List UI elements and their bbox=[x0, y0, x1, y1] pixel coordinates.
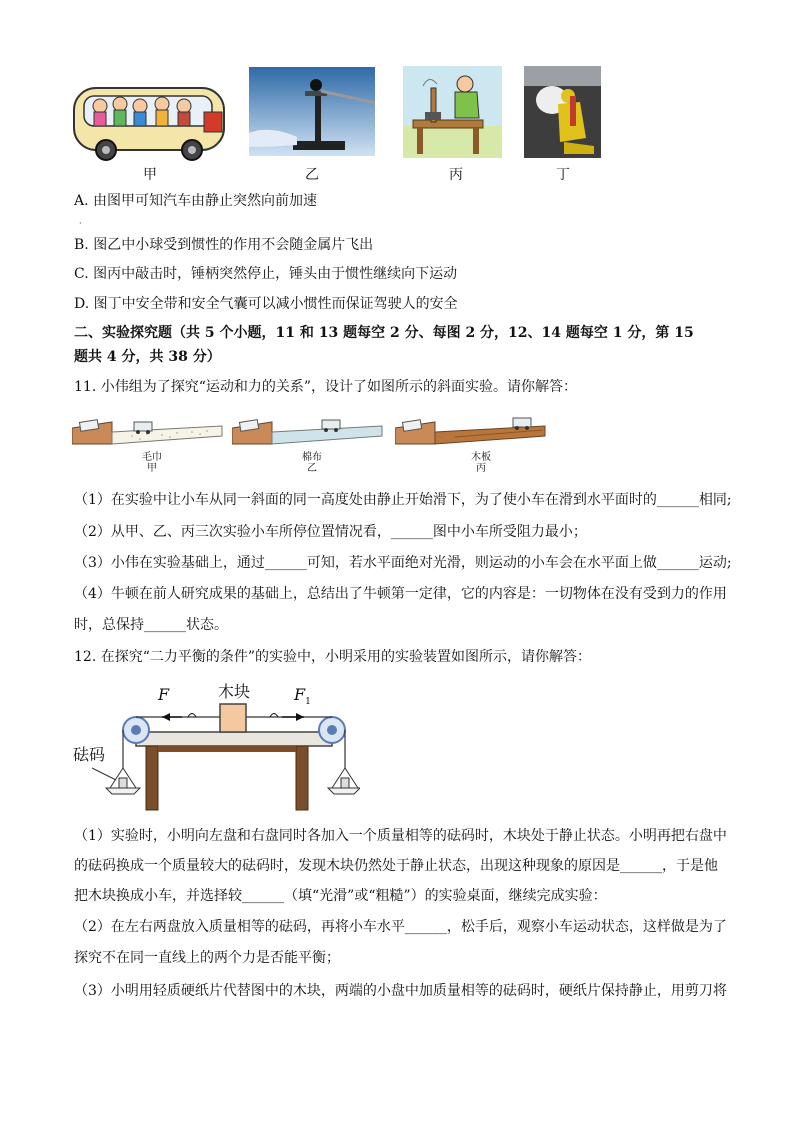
dot-mark: · bbox=[79, 219, 82, 228]
option-c: C. 图丙中敲击时，锤柄突然停止，锤头由于惯性继续向下运动 bbox=[74, 266, 458, 282]
force-right-letter: F bbox=[294, 685, 306, 704]
caption-jia: 甲 bbox=[143, 167, 157, 183]
q12-sub3-line1: （3）小明用轻质硬纸片代替图中的木块，两端的小盘中加质量相等的砝码时，硬纸片保持静止，用剪刀将 bbox=[74, 983, 727, 999]
figure-label-force-right bbox=[294, 685, 311, 707]
figure-airbag bbox=[524, 66, 601, 158]
caption-yi: 乙 bbox=[305, 167, 319, 183]
force-balance-figure bbox=[70, 676, 360, 814]
q12-sub1-line2: 的砝码换成一个质量较大的砝码时，发现木块仍然处于静止状态，出现这种现象的原因是______，于是他 bbox=[74, 858, 718, 874]
figure-hammer bbox=[403, 66, 502, 158]
surface-material-yi: 棉布 bbox=[302, 452, 322, 463]
incline-figure-bing bbox=[395, 408, 547, 448]
figure-ball-stand bbox=[249, 67, 375, 156]
figure-bus bbox=[70, 66, 230, 162]
option-a: A. 由图甲可知汽车由静止突然向前加速 bbox=[74, 193, 318, 209]
option-b: B. 图乙中小球受到惯性的作用不会随金属片飞出 bbox=[74, 237, 374, 253]
surface-label-jia: 甲 bbox=[147, 463, 157, 474]
figure-label-force-left: F bbox=[158, 685, 170, 704]
q12-stem: 12. 在探究“二力平衡的条件”的实验中，小明采用的实验装置如图所示，请你解答： bbox=[74, 649, 592, 665]
section-heading-line2: 题共 4 分，共 38 分） bbox=[74, 349, 221, 365]
incline-figure-yi bbox=[232, 408, 384, 448]
force-right-subscript: 1 bbox=[305, 697, 311, 708]
q11-sub1: （1）在实验中让小车从同一斜面的同一高度处由静止开始滑下，为了使小车在滑到水平面时的______相同; bbox=[74, 492, 732, 508]
q11-sub4-line1: （4）牛顿在前人研究成果的基础上，总结出了牛顿第一定律，它的内容是：一切物体在没有受到力的作用 bbox=[74, 586, 727, 602]
q12-sub2-line2: 探究不在同一直线上的两个力是否能平衡； bbox=[74, 950, 340, 966]
q12-sub2-line1: （2）在左右两盘放入质量相等的砝码，再将小车水平______，松手后，观察小车运动状态，这样做是为了 bbox=[74, 919, 727, 935]
q11-sub3: （3）小伟在实验基础上，通过______可知，若水平面绝对光滑，则运动的小车会在水平面上做______运动; bbox=[74, 555, 732, 571]
surface-label-yi: 乙 bbox=[307, 463, 317, 474]
q12-sub1-line1: （1）实验时，小明向左盘和右盘同时各加入一个质量相等的砝码时，木块处于静止状态。小明再把右盘中 bbox=[74, 828, 727, 844]
surface-material-bing: 木板 bbox=[471, 452, 491, 463]
figure-label-weight: 砝码 bbox=[73, 745, 106, 764]
q11-sub4-line2: 时，总保持______状态。 bbox=[74, 617, 228, 633]
section-heading-line1: 二、实验探究题（共 5 个小题，11 和 13 题每空 2 分、每图 2 分，12、14 题每空 1 分，第 15 bbox=[74, 325, 694, 341]
caption-bing: 丙 bbox=[449, 167, 463, 183]
option-d: D. 图丁中安全带和安全气囊可以减小惯性而保证驾驶人的安全 bbox=[74, 296, 458, 312]
incline-figure-jia bbox=[72, 408, 224, 448]
q12-sub1-line3: 把木块换成小车，并选择较______（填“光滑”或“粗糙”）的实验桌面，继续完成实验： bbox=[74, 888, 607, 904]
surface-label-bing: 丙 bbox=[476, 463, 486, 474]
q11-sub2: （2）从甲、乙、丙三次实验小车所停位置情况看，______图中小车所受阻力最小； bbox=[74, 524, 587, 540]
figure-label-block: 木块 bbox=[218, 682, 251, 701]
q11-stem: 11. 小伟组为了探究“运动和力的关系”，设计了如图所示的斜面实验。请你解答： bbox=[74, 379, 578, 395]
caption-ding: 丁 bbox=[556, 167, 570, 183]
surface-material-jia: 毛巾 bbox=[142, 452, 162, 463]
